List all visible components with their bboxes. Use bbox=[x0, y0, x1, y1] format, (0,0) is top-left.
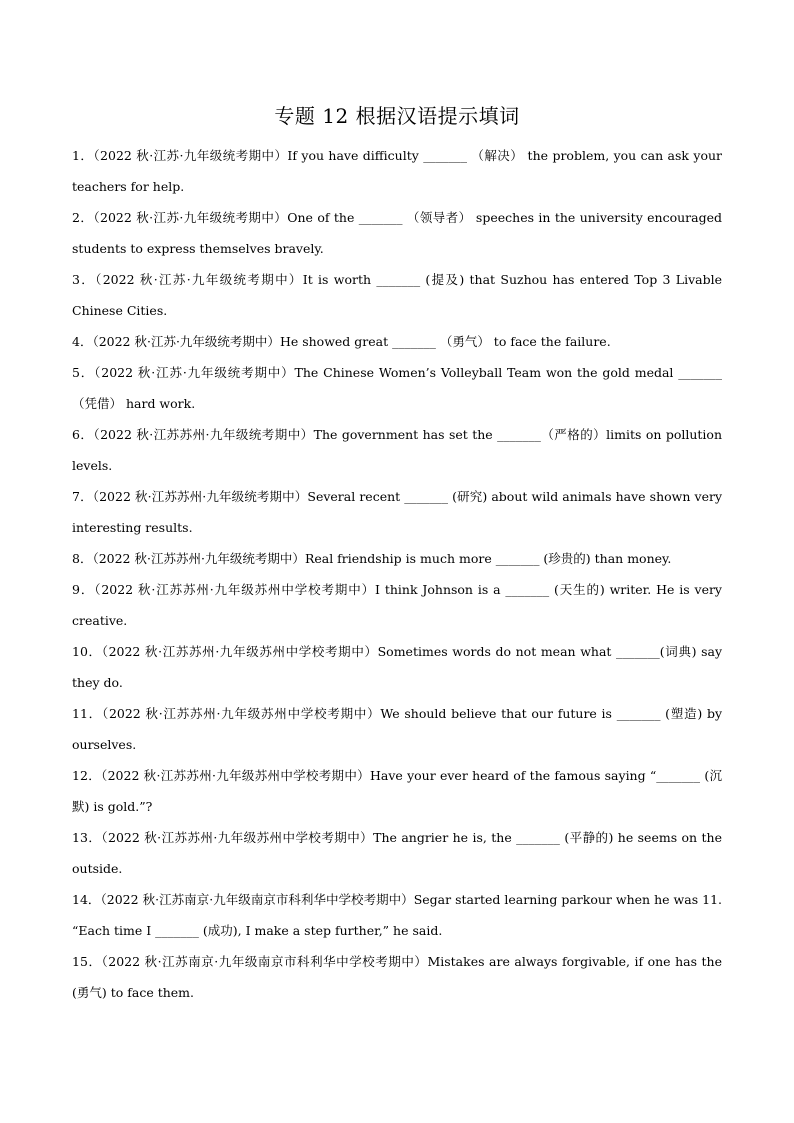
question-number: 11． bbox=[72, 706, 102, 721]
question-item bbox=[72, 822, 722, 884]
question-source: （2022 秋·江苏苏州·九年级苏州中学校考期中） bbox=[101, 768, 370, 783]
question-text: One of the _______ （领导者） speeches in the university encouraged students to express themselves bravely. bbox=[72, 210, 723, 256]
question-source: （2022 秋·江苏·九年级统考期中） bbox=[94, 365, 295, 380]
question-item bbox=[72, 574, 722, 636]
question-number: 12． bbox=[72, 768, 102, 783]
question-text: It is worth _______ (提及) that Suzhou has entered Top 3 Livable Chinese Cities. bbox=[72, 272, 723, 318]
question-number: 1． bbox=[72, 148, 94, 163]
question-source: （2022 秋·江苏苏州·九年级苏州中学校考期中） bbox=[94, 582, 376, 597]
question-text: The angrier he is, the _______ (平静的) he seems on the outside. bbox=[72, 830, 723, 876]
question-number: 7． bbox=[72, 489, 93, 504]
question-source: （2022 秋·江苏苏州·九年级统考期中） bbox=[92, 489, 308, 504]
question-item bbox=[72, 326, 722, 357]
question-number: 6． bbox=[72, 427, 94, 442]
page-title: 专题 12 根据汉语提示填词 bbox=[274, 104, 520, 128]
question-item bbox=[72, 202, 722, 264]
question-text: Segar started learning parkour when he was 11. “Each time I _______ (成功), I make a step further,” he said. bbox=[72, 892, 722, 938]
question-source: （2022 秋·江苏·九年级统考期中） bbox=[92, 334, 280, 349]
question-source: （2022 秋·江苏南京·九年级南京市科利华中学校考期中） bbox=[101, 954, 428, 969]
question-item bbox=[72, 636, 722, 698]
question-text: If you have difficulty _______ （解决） the problem, you can ask your teachers for help. bbox=[72, 148, 723, 194]
question-item bbox=[72, 419, 722, 481]
question-source: （2022 秋·江苏·九年级统考期中） bbox=[95, 272, 303, 287]
question-text: Several recent _______ (研究) about wild animals have shown very interesting results. bbox=[72, 489, 723, 535]
question-text: Mistakes are always forgivable, if one has the (勇气) to face them. bbox=[72, 954, 722, 1000]
question-text: Sometimes words do not mean what _______(词典) say they do. bbox=[72, 644, 723, 690]
question-text: He showed great _______ （勇气） to face the failure. bbox=[279, 334, 611, 349]
question-text: We should believe that our future is _______ (塑造) by ourselves. bbox=[72, 706, 723, 752]
question-number: 13． bbox=[72, 830, 102, 845]
question-number: 10． bbox=[72, 644, 102, 659]
question-text: The government has set the _______（严格的）limits on pollution levels. bbox=[72, 427, 723, 473]
question-text: Real friendship is much more _______ (珍贵的) than money. bbox=[304, 551, 672, 566]
question-number: 15． bbox=[72, 954, 102, 969]
question-item bbox=[72, 357, 722, 419]
question-item bbox=[72, 884, 722, 946]
question-source: （2022 秋·江苏苏州·九年级统考期中） bbox=[92, 551, 305, 566]
question-list bbox=[72, 140, 722, 1008]
question-source: （2022 秋·江苏南京·九年级南京市科利华中学校考期中） bbox=[100, 892, 414, 907]
question-item bbox=[72, 543, 722, 574]
question-source: （2022 秋·江苏苏州·九年级苏州中学校考期中） bbox=[101, 706, 381, 721]
question-text: I think Johnson is a _______ (天生的) writer. He is very creative. bbox=[72, 582, 722, 628]
question-text: The Chinese Women’s Volleyball Team won the gold medal _______（凭借） hard work. bbox=[72, 365, 722, 411]
question-text: Have your ever heard of the famous saying “_______ (沉默) is gold.”? bbox=[72, 768, 723, 814]
question-item bbox=[72, 481, 722, 543]
question-number: 2． bbox=[72, 210, 94, 225]
question-source: （2022 秋·江苏苏州·九年级统考期中） bbox=[93, 427, 314, 442]
question-item bbox=[72, 264, 722, 326]
question-source: （2022 秋·江苏·九年级统考期中） bbox=[93, 210, 288, 225]
question-item bbox=[72, 946, 722, 1008]
question-number: 3． bbox=[72, 272, 96, 287]
question-number: 14． bbox=[72, 892, 101, 907]
question-number: 9． bbox=[72, 582, 95, 597]
question-source: （2022 秋·江苏苏州·九年级苏州中学校考期中） bbox=[101, 644, 378, 659]
question-item bbox=[72, 760, 722, 822]
question-source: （2022 秋·江苏·九年级统考期中） bbox=[93, 148, 288, 163]
question-source: （2022 秋·江苏苏州·九年级苏州中学校考期中） bbox=[101, 830, 374, 845]
question-number: 5． bbox=[72, 365, 95, 380]
question-item bbox=[72, 698, 722, 760]
question-number: 4． bbox=[72, 334, 93, 349]
question-number: 8． bbox=[72, 551, 93, 566]
question-item bbox=[72, 140, 722, 202]
